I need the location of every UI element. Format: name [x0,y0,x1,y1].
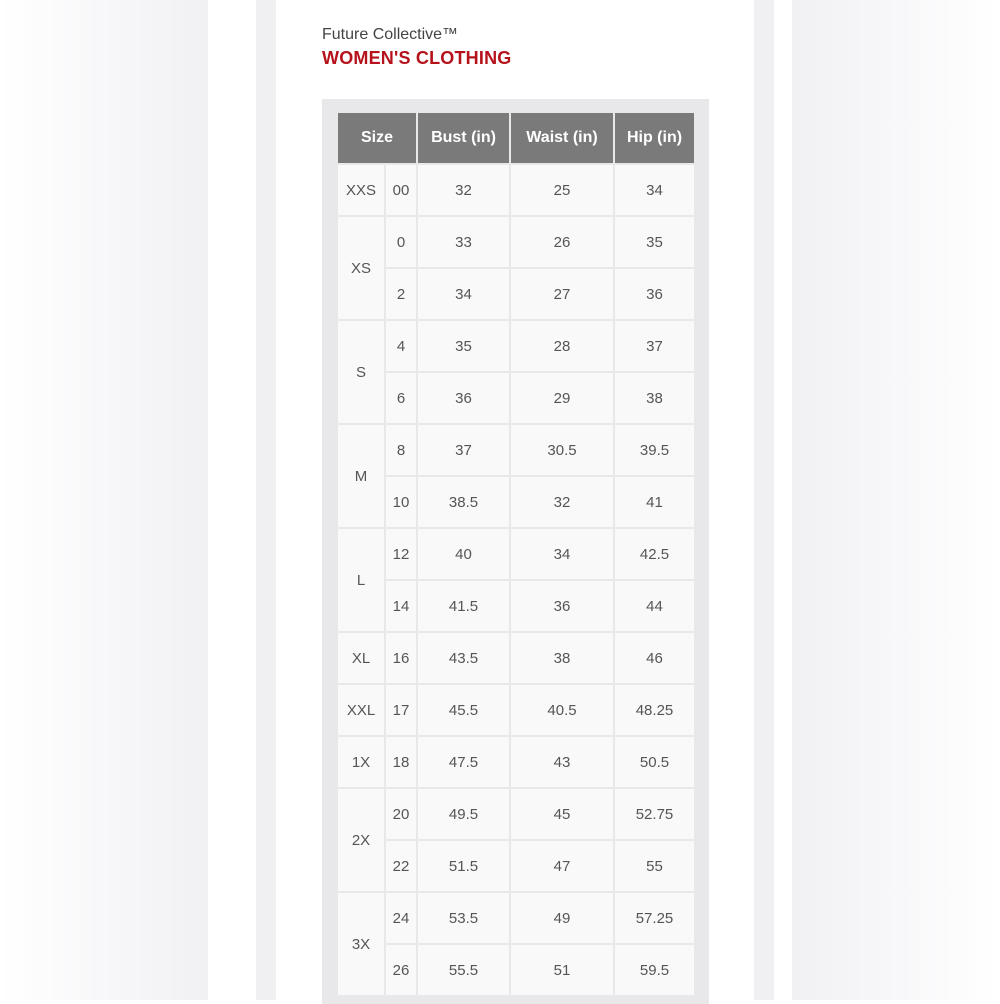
size-number-cell: 12 [386,529,416,581]
waist-cell: 34 [511,529,613,581]
page-title: WOMEN'S CLOTHING [322,48,512,68]
table-row [338,373,694,425]
bust-cell: 45.5 [418,685,509,737]
bust-cell: 32 [418,165,509,217]
table-row [338,477,694,529]
column-header-size: Size [338,113,416,165]
table-row [338,165,694,217]
waist-cell: 26 [511,217,613,269]
table-header-row [338,113,694,165]
bust-cell: 38.5 [418,477,509,529]
size-number-cell: 4 [386,321,416,373]
waist-cell: 27 [511,269,613,321]
size-number-cell: 24 [386,893,416,945]
hip-cell: 57.25 [615,893,694,945]
size-number-cell: 17 [386,685,416,737]
bust-cell: 47.5 [418,737,509,789]
hip-cell: 55 [615,841,694,893]
size-number-cell: 0 [386,217,416,269]
bust-cell: 37 [418,425,509,477]
table-row [338,217,694,269]
table-row [338,529,694,581]
table-row [338,841,694,893]
size-label-cell: L [338,529,384,633]
size-label-cell: S [338,321,384,425]
bust-cell: 49.5 [418,789,509,841]
size-label-cell: XXL [338,685,384,737]
waist-cell: 36 [511,581,613,633]
table-row [338,633,694,685]
table-row [338,269,694,321]
column-header-bust: Bust (in) [418,113,509,165]
hip-cell: 41 [615,477,694,529]
waist-cell: 25 [511,165,613,217]
bust-cell: 35 [418,321,509,373]
bust-cell: 36 [418,373,509,425]
size-number-cell: 10 [386,477,416,529]
size-number-cell: 14 [386,581,416,633]
bust-cell: 53.5 [418,893,509,945]
hip-cell: 46 [615,633,694,685]
column-header-waist: Waist (in) [511,113,613,165]
size-label-cell: XL [338,633,384,685]
size-label-cell: M [338,425,384,529]
waist-cell: 49 [511,893,613,945]
hip-cell: 39.5 [615,425,694,477]
hip-cell: 48.25 [615,685,694,737]
size-label-cell: XS [338,217,384,321]
size-number-cell: 26 [386,945,416,997]
brand-name: Future Collective™ [322,26,459,43]
size-number-cell: 18 [386,737,416,789]
size-chart-table [336,113,696,997]
bust-cell: 41.5 [418,581,509,633]
table-row [338,685,694,737]
bust-cell: 33 [418,217,509,269]
waist-cell: 32 [511,477,613,529]
size-number-cell: 20 [386,789,416,841]
table-body [338,165,694,997]
table-row [338,893,694,945]
table-row [338,425,694,477]
bust-cell: 43.5 [418,633,509,685]
size-number-cell: 00 [386,165,416,217]
column-header-hip: Hip (in) [615,113,694,165]
left-backdrop [0,0,208,1000]
waist-cell: 30.5 [511,425,613,477]
waist-cell: 45 [511,789,613,841]
waist-cell: 51 [511,945,613,997]
hip-cell: 50.5 [615,737,694,789]
right-backdrop [792,0,1000,1000]
size-number-cell: 22 [386,841,416,893]
hip-cell: 52.75 [615,789,694,841]
hip-cell: 42.5 [615,529,694,581]
hip-cell: 34 [615,165,694,217]
table-row [338,321,694,373]
hip-cell: 38 [615,373,694,425]
waist-cell: 38 [511,633,613,685]
waist-cell: 43 [511,737,613,789]
size-number-cell: 2 [386,269,416,321]
waist-cell: 29 [511,373,613,425]
hip-cell: 44 [615,581,694,633]
bust-cell: 34 [418,269,509,321]
bust-cell: 55.5 [418,945,509,997]
hip-cell: 36 [615,269,694,321]
size-number-cell: 16 [386,633,416,685]
size-label-cell: 2X [338,789,384,893]
bust-cell: 51.5 [418,841,509,893]
size-number-cell: 8 [386,425,416,477]
size-label-cell: 3X [338,893,384,997]
waist-cell: 47 [511,841,613,893]
table-row [338,789,694,841]
waist-cell: 40.5 [511,685,613,737]
table-row [338,581,694,633]
size-number-cell: 6 [386,373,416,425]
table-row [338,945,694,997]
table-row [338,737,694,789]
hip-cell: 59.5 [615,945,694,997]
hip-cell: 35 [615,217,694,269]
size-label-cell: XXS [338,165,384,217]
size-label-cell: 1X [338,737,384,789]
bust-cell: 40 [418,529,509,581]
hip-cell: 37 [615,321,694,373]
waist-cell: 28 [511,321,613,373]
